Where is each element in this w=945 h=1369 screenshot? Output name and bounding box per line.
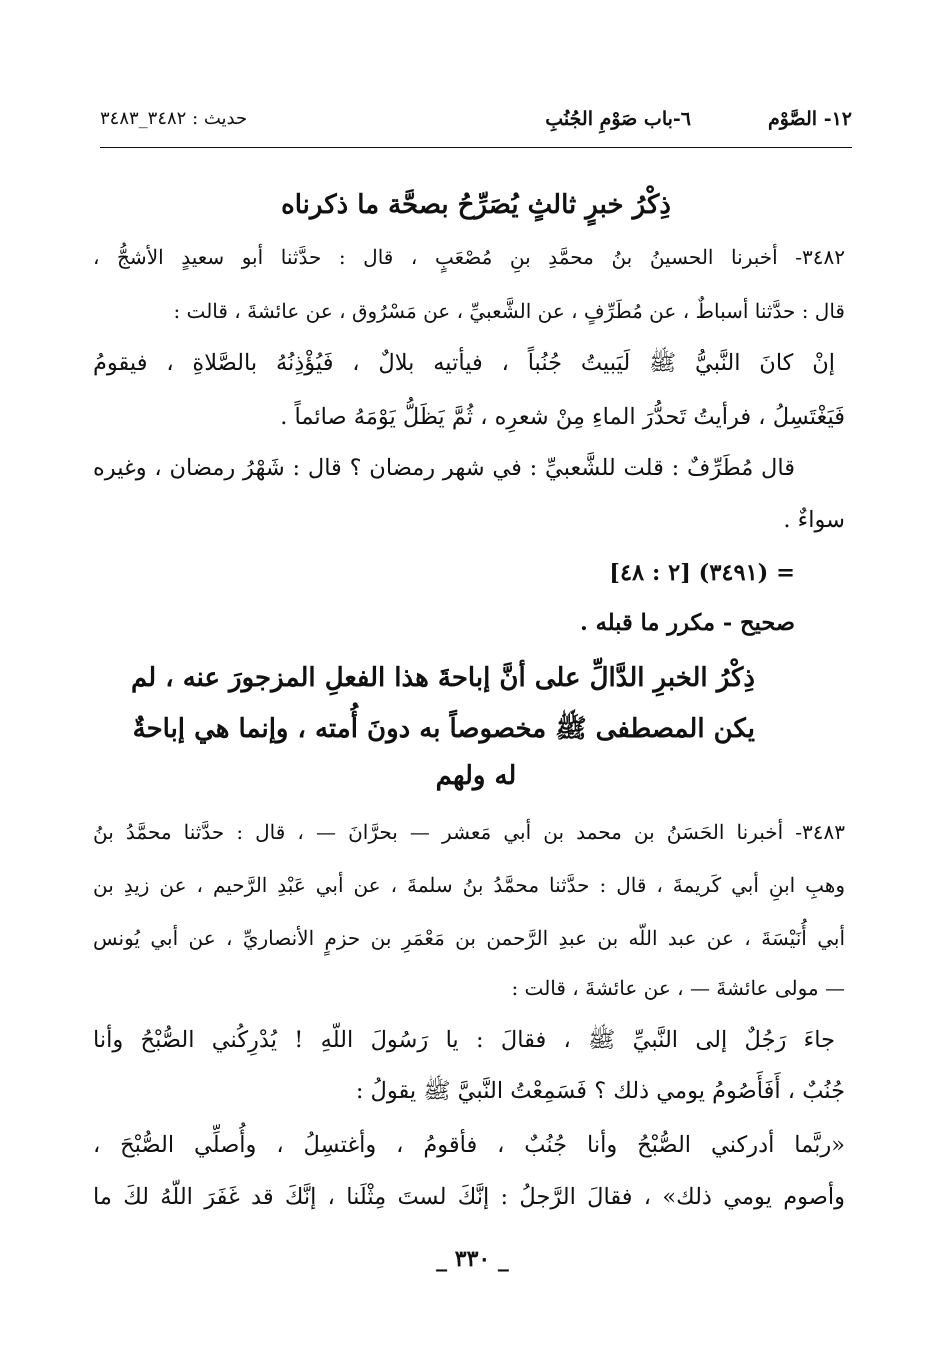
hadith-matn-line: جُنُبٌ ، أَفَأَصُومُ يومي ذلك ؟ فَسَمِعْتُ النَّبيَّ ﷺ يقولُ : xyxy=(355,1078,845,1104)
hadith-matn-line: جاءَ رَجُلٌ إلى النَّبيِّ ﷺ ، فقالَ : يا رَسُولَ اللّهِ ! يُدْرِكُني الصُّبْحُ وأنا xyxy=(93,1027,835,1053)
hadith-isnad-line: قال : حدَّثنا أسباطٌ ، عن مُطَرِّفٍ ، عن الشَّعبيِّ ، عن مَسْرُوق ، عن عائشةَ ، قالت : xyxy=(173,299,845,323)
section-title-line: ذِكْرُ الخبرِ الدَّالِّ على أنَّ إباحةَ هذا الفعلِ المزجورَ عنه ، لم xyxy=(130,663,755,693)
hadith-grade: صحيح - مكرر ما قبله . xyxy=(579,610,795,636)
header-hadith-range: حديث : ٣٤٨٢_٣٤٨٣ xyxy=(100,108,248,129)
header-rule xyxy=(100,147,852,148)
hadith-matn-line: وأصوم يومي ذلك» ، فقالَ الرَّجلُ : إنَّكَ لستَ مِثْلَنا ، إنَّكَ قد غَفَرَ اللّهُ لكَ ما xyxy=(93,1184,845,1210)
section-title: ذِكْرُ خبرٍ ثالثٍ يُصَرِّحُ بصحَّة ما ذكرناه xyxy=(281,190,671,220)
hadith-matn-line: فَيَغْتَسِلُ ، فرأيتُ تَحدُّرَ الماءِ مِنْ شعرِه ، ثُمَّ يَظَلُّ يَوْمَهُ صائماً . xyxy=(280,404,845,430)
section-title-line: له ولهم xyxy=(435,761,517,791)
hadith-matn-line: إنْ كانَ النَّبيُّ ﷺ لَيَبيتُ جُنُباً ، فيأتيه بلالٌ ، فَيُؤْذِنُهُ بالصَّلاةِ ، فيقومُ xyxy=(93,350,835,376)
header-bab: ٦-باب صَوْمِ الجُنُبِ xyxy=(545,108,691,130)
hadith-isnad-line: وهبِ ابنِ أبي كَريمةَ ، قال : حدَّثنا محمَّدُ بنُ سلمةَ ، عن أبي عَبْدِ الرَّحيم ، عن زيدِ بن xyxy=(93,873,845,897)
section-title-line: يكن المصطفى ﷺ مخصوصاً به دونَ أُمته ، وإنما هي إباحةٌ xyxy=(132,714,755,744)
hadith-isnad-line: أبي أُنَيْسَةَ ، عن عبد اللّه بن عبدِ الرَّحمن بن مَعْمَرِ بن حزمٍ الأنصاريِّ ، عن أبي يُونس xyxy=(93,926,845,950)
commentary-line: سواءٌ . xyxy=(783,507,845,533)
page-number: _ ٣٣٠ _ xyxy=(436,1246,509,1272)
commentary-line: قال مُطَرِّفٌ : قلت للشَّعبيِّ : في شهر رمضان ؟ قال : شَهْرُ رمضان ، وغيره xyxy=(93,455,795,481)
header-chapter: ١٢- الصَّوْم xyxy=(767,108,852,130)
hadith-isnad-line: — مولى عائشةَ — ، عن عائشةَ ، قالت : xyxy=(511,976,845,1000)
hadith-isnad-line: ٣٤٨٢- أخبرنا الحسينُ بنُ محمَّدِ بنِ مُصْعَبٍ ، قال : حدَّثنا أبو سعيدٍ الأشجُّ ، xyxy=(93,245,845,269)
cross-reference: = (٣٤٩١) [٢ : ٤٨] xyxy=(609,560,795,586)
hadith-matn-line: «ربَّما أدركني الصُّبْحُ وأنا جُنُبٌ ، فأقومُ ، وأغتسِلُ ، وأُصلِّي الصُّبْحَ ، xyxy=(93,1132,845,1158)
hadith-isnad-line: ٣٤٨٣- أخبرنا الحَسَنُ بن محمد بن أبي مَعشر — بحرَّانَ — ، قال : حدَّثنا محمَّدُ بنُ xyxy=(93,820,845,844)
